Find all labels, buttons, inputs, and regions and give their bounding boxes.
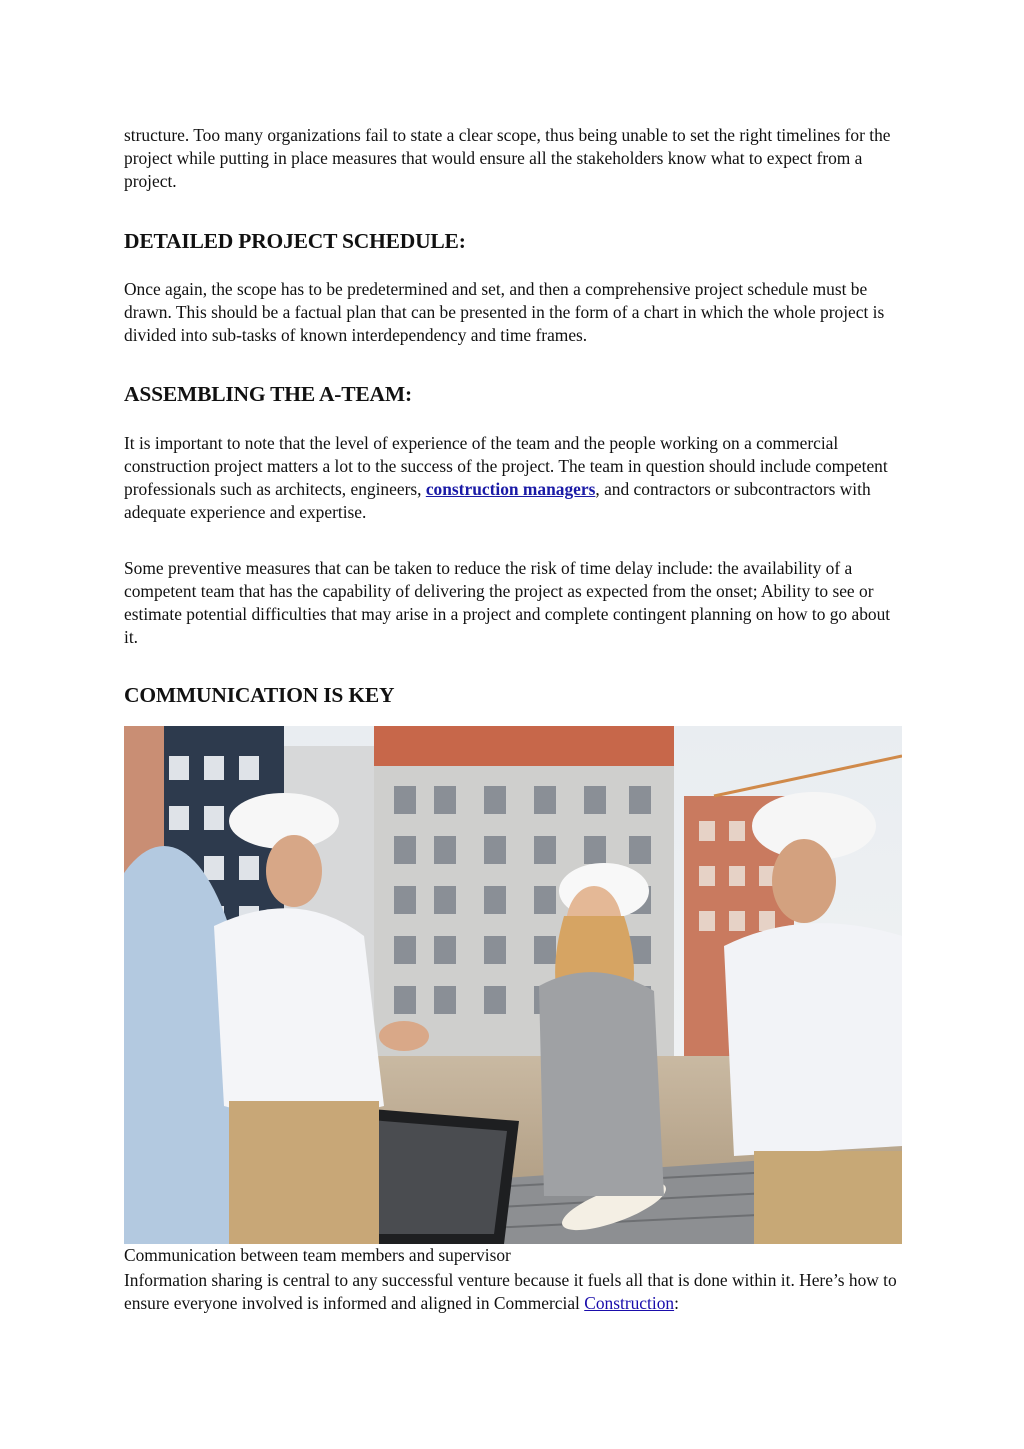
team-text-after: , and contractors or subcontractors with adequate experience and expertise. xyxy=(124,479,871,522)
communication-heading: COMMUNICATION IS KEY xyxy=(124,683,395,707)
team-paragraph xyxy=(124,432,904,524)
measures-paragraph: Some preventive measures that can be taken to reduce the risk of time delay include: the availability of a competent team that has the capability of delivering the project as expected from the onset; Ability to see or estimate potential difficulties that may arise in a project and complete contingent planning on how to go about it. xyxy=(124,558,891,647)
team-handshake-photo xyxy=(124,726,902,1244)
communication-text-before: Information sharing is central to any successful venture because it fuels all that is done within it. Here’s how to ensure everyone involved is informed and aligned in Commercial xyxy=(124,1270,897,1313)
communication-text-after: : xyxy=(674,1293,679,1313)
construction-link[interactable]: Construction xyxy=(584,1293,675,1313)
team-heading: ASSEMBLING THE A-TEAM: xyxy=(124,382,412,406)
schedule-paragraph: Once again, the scope has to be predetermined and set, and then a comprehensive project schedule must be drawn. This should be a factual plan that can be presented in the form of a chart in which the whole project is divided into sub-tasks of known interdependency and time frames. xyxy=(124,279,885,345)
intro-paragraph: structure. Too many organizations fail to state a clear scope, thus being unable to set the right timelines for the project while putting in place measures that would ensure all the stakeholders know what to expect from a project. xyxy=(124,125,891,191)
communication-paragraph xyxy=(124,1269,904,1315)
schedule-heading: DETAILED PROJECT SCHEDULE: xyxy=(124,229,466,253)
construction-managers-link[interactable]: construction managers xyxy=(425,479,596,499)
team-text-before: It is important to note that the level of experience of the team and the people working on a commercial construction project matters a lot to the success of the project. The team in question should include competent professionals such as architects, engineers, xyxy=(124,433,888,499)
photo-caption: Communication between team members and supervisor xyxy=(124,1245,511,1265)
